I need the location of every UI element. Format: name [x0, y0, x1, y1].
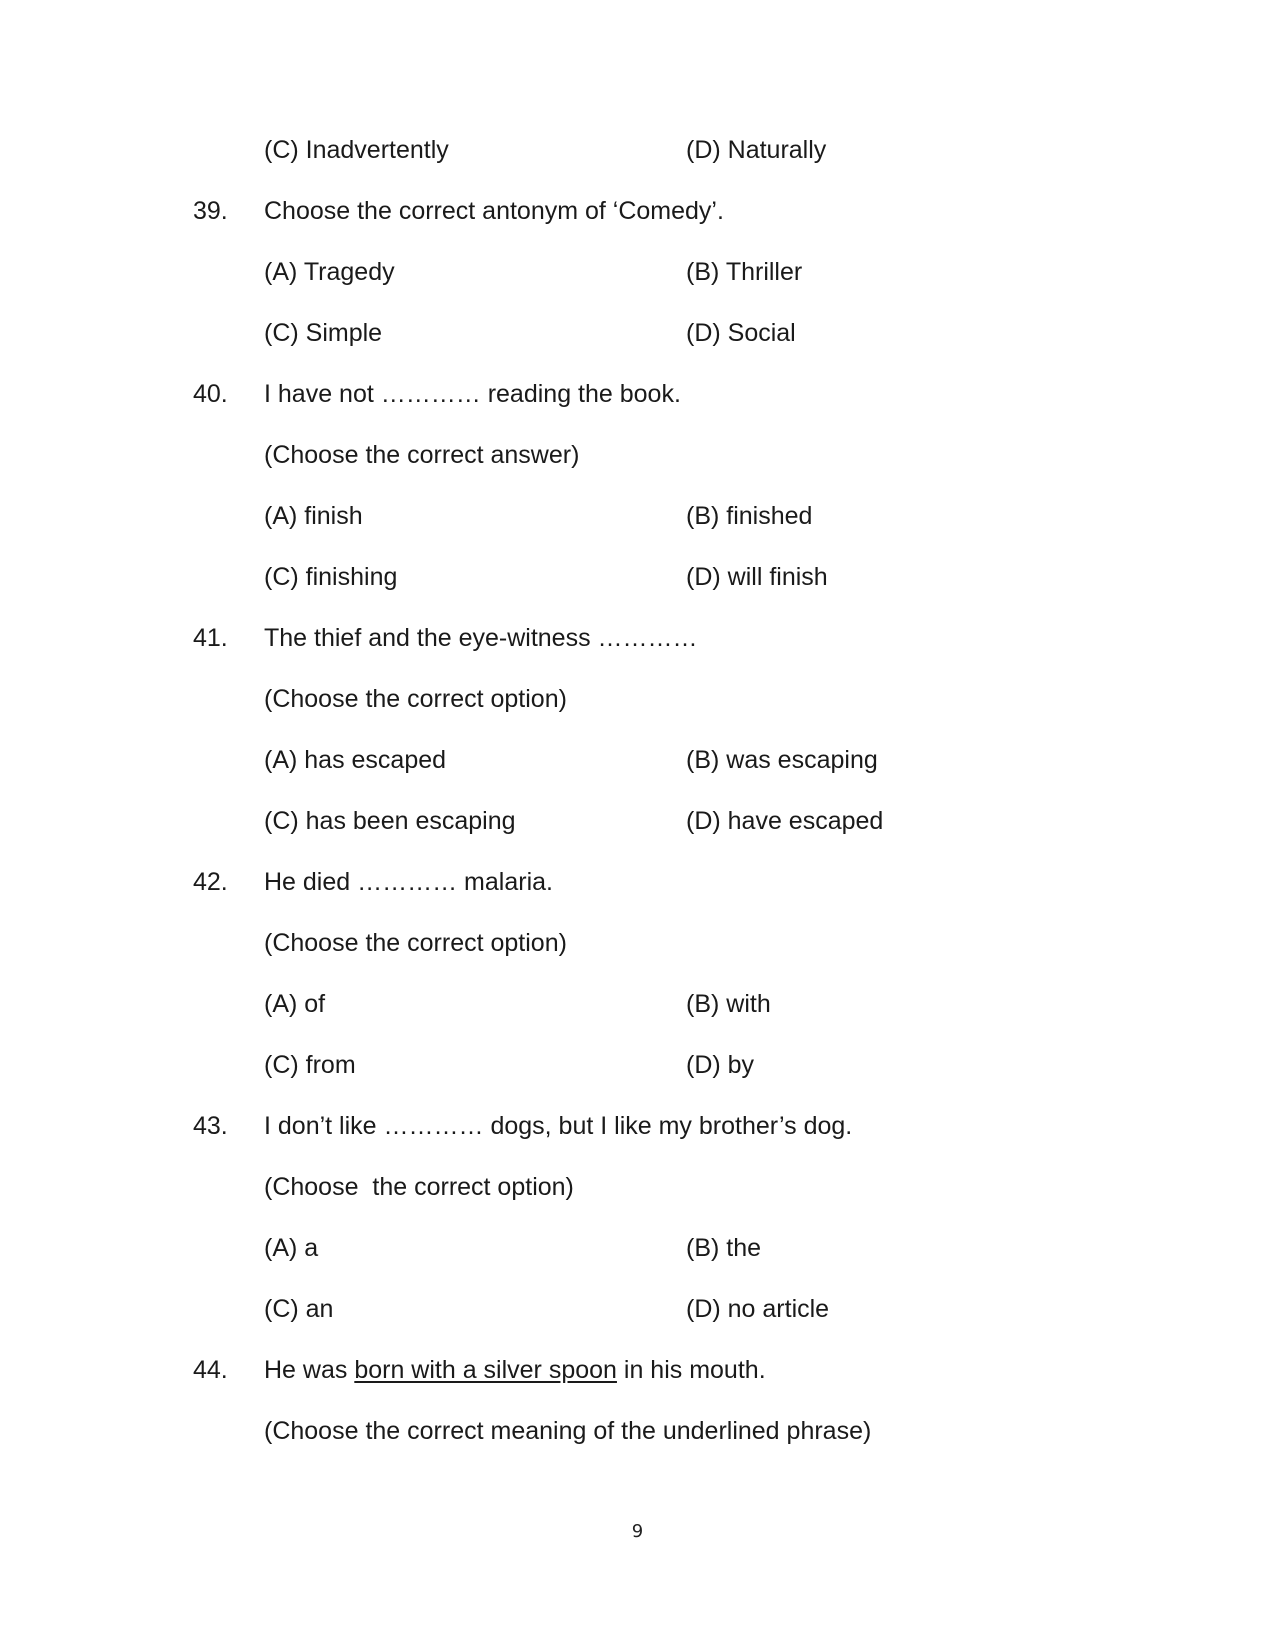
q39-option-b: (B) Thriller	[686, 258, 803, 286]
q39-stem: Choose the correct antonym of ‘Comedy’.	[264, 197, 724, 225]
q42-instruction: (Choose the correct option)	[264, 929, 567, 957]
q41-number: 41.	[193, 624, 228, 652]
q41-option-b: (B) was escaping	[686, 746, 878, 774]
q40-stem: I have not ………… reading the book.	[264, 380, 681, 408]
q42-option-d: (D) by	[686, 1051, 755, 1079]
q38-option-c: (C) Inadvertently	[264, 136, 449, 164]
q44-stem-before: He was	[264, 1356, 355, 1384]
q43-instruction: (Choose the correct option)	[264, 1173, 574, 1201]
q41-stem: The thief and the eye-witness …………	[264, 624, 698, 652]
q39-option-c: (C) Simple	[264, 319, 383, 347]
q42-option-b: (B) with	[686, 990, 771, 1018]
q41-option-a: (A) has escaped	[264, 746, 447, 774]
q43-option-d: (D) no article	[686, 1295, 830, 1323]
q40-option-d: (D) will finish	[686, 563, 828, 591]
q44-instruction: (Choose the correct meaning of the underlined phrase)	[264, 1417, 872, 1445]
q43-option-b: (B) the	[686, 1234, 762, 1262]
q43-option-a: (A) a	[264, 1234, 319, 1262]
q43-number: 43.	[193, 1112, 228, 1140]
q40-option-a: (A) finish	[264, 502, 363, 530]
q44-stem	[264, 1355, 766, 1385]
q41-option-c: (C) has been escaping	[264, 807, 516, 835]
q42-number: 42.	[193, 868, 228, 896]
q41-instruction: (Choose the correct option)	[264, 685, 567, 713]
q43-stem: I don’t like ………… dogs, but I like my brother’s dog.	[264, 1112, 853, 1140]
q40-option-c: (C) finishing	[264, 563, 398, 591]
q40-instruction: (Choose the correct answer)	[264, 441, 580, 469]
q39-option-d: (D) Social	[686, 319, 796, 347]
q44-underlined-phrase: born with a silver spoon	[354, 1356, 617, 1384]
q38-option-d: (D) Naturally	[686, 136, 827, 164]
q40-option-b: (B) finished	[686, 502, 813, 530]
q44-number: 44.	[193, 1356, 228, 1384]
q42-stem: He died ………… malaria.	[264, 868, 553, 896]
q42-option-a: (A) of	[264, 990, 326, 1018]
q42-option-c: (C) from	[264, 1051, 356, 1079]
q39-number: 39.	[193, 197, 228, 225]
q39-option-a: (A) Tragedy	[264, 258, 395, 286]
q40-number: 40.	[193, 380, 228, 408]
q44-stem-after: in his mouth.	[616, 1356, 766, 1384]
page-number: 9	[631, 1521, 644, 1542]
q41-option-d: (D) have escaped	[686, 807, 884, 835]
q43-option-c: (C) an	[264, 1295, 334, 1323]
